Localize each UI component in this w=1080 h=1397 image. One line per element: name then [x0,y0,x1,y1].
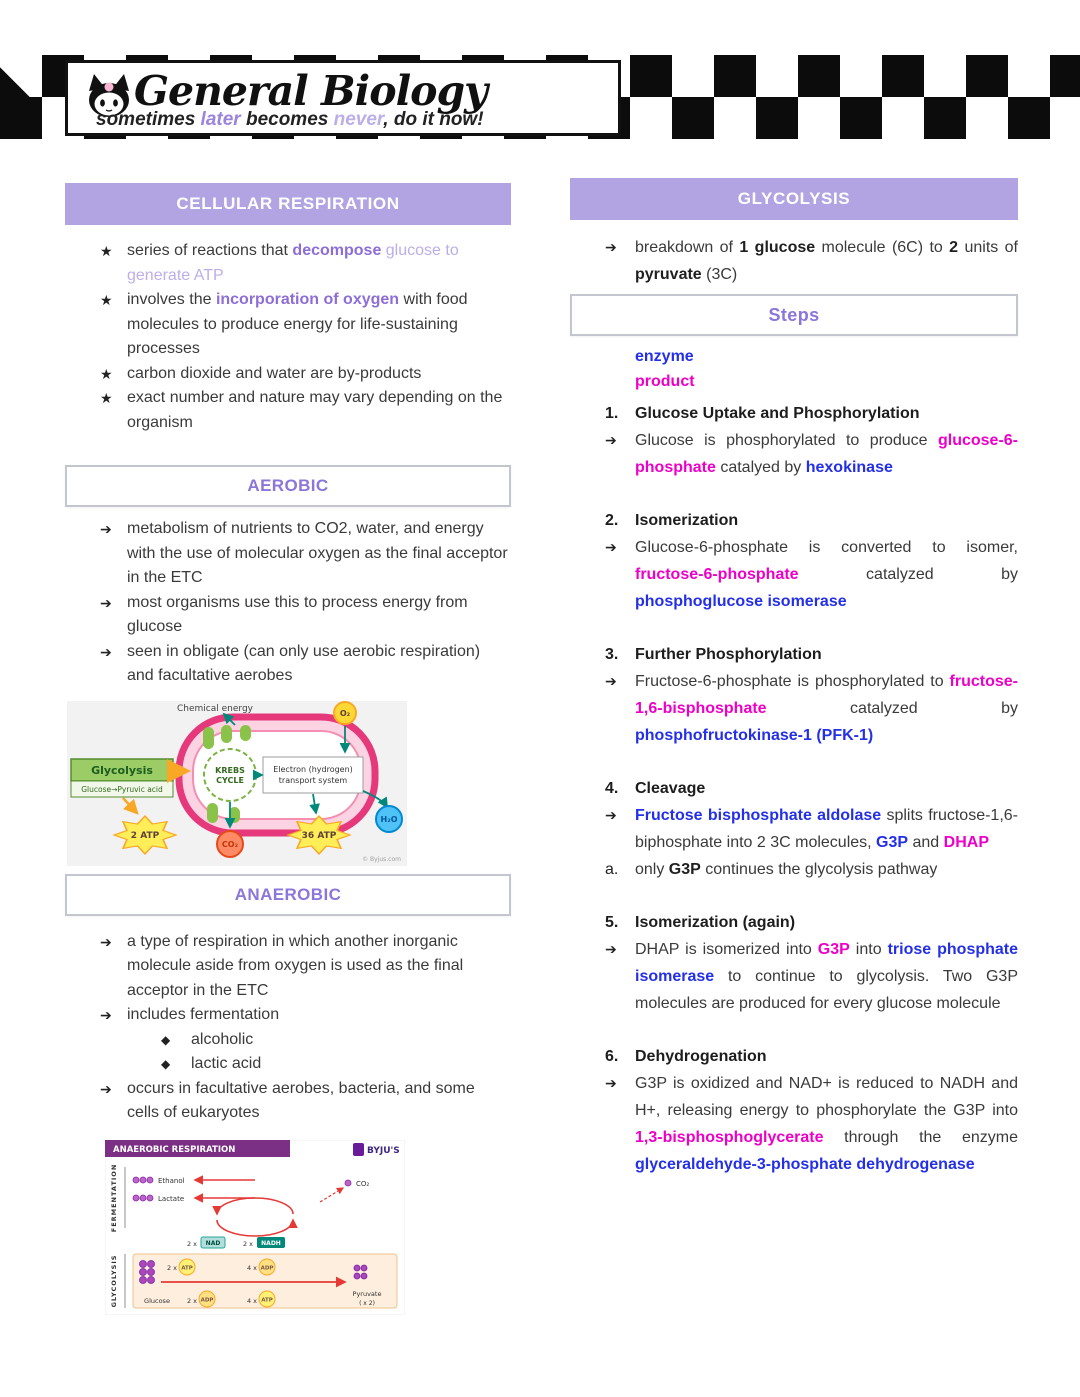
title-box [65,60,621,136]
list-item-text: a type of respiration in which another inorganic molecule aside from oxygen is used as the final acceptor in the ETC [127,932,464,999]
h2o-label: H₂O [380,814,398,824]
step-detail [570,1070,1018,1178]
step-5 [570,909,1018,1017]
arrow-bullet-icon: ➔ [605,673,617,689]
list-item [65,517,511,591]
step-1 [570,400,1018,481]
nadh-label: NADH [261,1239,281,1247]
glycolysis-intro-text: breakdown of 1 glucose molecule (6C) to 2 units of pyruvate (3C) [635,239,1018,283]
arrow-bullet-icon: ➔ [100,1080,112,1097]
steps-title: Steps [768,304,820,325]
legend-product: product [635,373,695,390]
list-item-text: series of reactions that decompose glucose to generate ATP [127,242,459,284]
pyruvate-x2-label: ( x 2) [359,1299,375,1307]
list-item [65,239,511,288]
section-header-anaerobic [65,874,511,916]
arrow-bullet-icon: ➔ [100,521,112,537]
o2-label: O₂ [339,708,351,718]
atp-top-count: 2 x [166,1263,177,1272]
list-item [65,591,511,640]
co2-label: CO₂ [356,1179,370,1188]
byjus-logo-icon [353,1143,364,1156]
color-legend [570,344,1018,394]
list-item [65,362,511,387]
etc-label: Electron (hydrogen) [273,764,353,774]
atp-bottom-label: ATP [261,1297,273,1303]
step-detail-text: Glucose-6-phosphate is converted to isomer, fructose-6-phosphate catalyzed by phosphoglucose isomerase [635,539,1018,610]
arrow-bullet-icon: ➔ [605,941,617,957]
list-item [65,930,511,1004]
list-item [65,1077,511,1126]
step-3 [570,641,1018,749]
adp-bottom-label: ADP [200,1297,214,1303]
step-heading [570,909,1018,936]
aerobic-respiration-diagram [67,701,407,866]
arrow-bullet-icon: ➔ [605,807,617,823]
arrow-bullet-icon: ➔ [605,239,617,255]
sub-list-item-text: alcoholic [191,1030,254,1048]
pyruvate-label: Pyruvate [352,1289,382,1298]
diagram-credit: © Byjus.com [362,855,401,863]
anaerobic-respiration-diagram [105,1140,405,1315]
aerobic-list [65,517,511,689]
atp-bottom-count: 4 x [246,1296,257,1305]
list-item-text: includes fermentation [127,1006,280,1023]
star-bullet-icon: ★ [100,292,113,308]
diamond-bullet-icon: ◆ [161,1057,171,1071]
crista [203,727,214,749]
atp2-label: 2 ATP [130,830,160,841]
list-item-text: carbon dioxide and water are by-products [127,364,422,382]
section-header-aerobic [65,465,511,507]
anaerobic-list [65,930,511,1126]
adp-bottom-count: 2 x [186,1296,197,1305]
arrow-bullet-icon: ➔ [100,594,112,611]
list-item [65,386,511,435]
step-detail-text: DHAP is isomerized into G3P into triose phosphate isomerase to continue to glycolysis. Two G3P molecules are produced for every glucose molecule [635,941,1019,1012]
list-item [65,288,511,362]
legend-enzyme: enzyme [635,348,694,365]
step-2 [570,507,1018,615]
step-heading [570,400,1018,427]
step-title: Glucose Uptake and Phosphorylation [635,405,920,422]
lactate-label: Lactate [158,1194,185,1203]
banner-diamond [0,67,30,126]
arrow-bullet-icon: ➔ [100,933,112,950]
etc-label: transport system [278,775,348,785]
step-title: Further Phosphorylation [635,646,822,663]
arrow-bullet-icon: ➔ [100,643,112,660]
step-number: 1. [605,405,619,422]
crista [207,803,218,823]
section-header-glycolysis: GLYCOLYSIS [570,178,1018,220]
step-6 [570,1043,1018,1178]
byjus-logo-text: BYJU'S [367,1145,400,1156]
ethanol-label: Ethanol [158,1176,185,1185]
page-subtitle: sometimes later becomes never, do it now! [96,109,484,130]
co2-molecule [345,1180,351,1186]
section-header-cellular-respiration: CELLULAR RESPIRATION [65,183,511,225]
glucose-pyruvic-label: Glucose→Pyruvic acid [81,784,163,794]
left-column [65,183,511,1315]
sub-list-item-text: lactic acid [191,1055,262,1072]
chemical-energy-label: Chemical energy [177,703,253,714]
step-detail-text: G3P is oxidized and NAD+ is reduced to NADH and H+, releasing energy to phosphorylate the G3P into 1,3-bisphosphoglycerate through the enzyme glyceraldehyde-3-phosphate dehydrogenase [635,1075,1018,1173]
glycolysis-label: Glycolysis [91,763,153,777]
glucose-label: Glucose [144,1296,170,1305]
star-bullet-icon: ★ [100,390,113,406]
list-item-text: exact number and nature may vary depending on the organism [127,389,503,431]
anaerobic-title: ANAEROBIC [234,884,342,904]
step-number: 5. [605,914,619,931]
adp-top-count: 4 x [246,1263,257,1272]
step-detail-text: Fructose-6-phosphate is phosphorylated to fructose-1,6-bisphosphate catalyzed by phosphofructokinase-1 (PFK-1) [635,673,1018,744]
list-item [65,1003,511,1028]
atp36-label: 36 ATP [301,830,337,841]
step-detail [570,534,1018,615]
glycolysis-side-label: GLYCOLYSIS [110,1254,118,1307]
diamond-bullet-icon: ◆ [161,1032,171,1047]
list-item-text: most organisms use this to process energy from glucose [127,593,468,635]
step-sub-item [570,856,1018,883]
krebs-cycle-circle [204,749,256,801]
crista [240,725,251,741]
section-header-steps [570,294,1018,336]
step-heading [570,775,1018,802]
co2-label: CO₂ [221,839,239,849]
crista [221,725,232,743]
nad-label: NAD [205,1239,221,1247]
step-sub-item-text: only G3P continues the glycolysis pathway [635,861,938,878]
arrow-bullet-icon: ➔ [605,1075,617,1091]
cellular-respiration-list [65,239,511,435]
fermentation-side-label: FERMENTATION [110,1163,118,1232]
aerobic-title: AEROBIC [247,476,329,495]
nad-count: 2 x [186,1239,197,1248]
page-title: General Biology [134,67,487,115]
ethanol-molecules [133,1177,153,1183]
step-detail [570,802,1018,856]
sub-list-item [65,1052,511,1077]
list-item-text: metabolism of nutrients to CO2, water, and energy with the use of molecular oxygen as the final acceptor in the ETC [127,520,508,586]
right-column [570,178,1018,1204]
step-detail [570,427,1018,481]
step-number: 2. [605,512,619,529]
arrow-bullet-icon: ➔ [605,539,617,555]
list-item [65,640,511,689]
arrow-bullet-icon: ➔ [100,1007,112,1023]
list-item-text: occurs in facultative aerobes, bacteria, and some cells of eukaryotes [127,1079,475,1121]
step-title: Isomerization (again) [635,914,796,931]
star-bullet-icon: ★ [100,243,113,259]
step-heading [570,1043,1018,1070]
step-heading [570,641,1018,668]
step-title: Dehydrogenation [635,1048,767,1065]
step-number: 3. [605,646,619,663]
krebs-label: KREBS [215,765,245,775]
sub-item-marker: a. [605,861,619,878]
sub-list-item [65,1028,511,1053]
step-detail-text: Fructose bisphosphate aldolase splits fructose-1,6-biphosphate into 2 3C molecules, G3P and DHAP [635,807,1018,851]
list-item-text: seen in obligate (can only use aerobic respiration) and facultative aerobes [127,642,481,684]
checkerboard-banner [0,55,1080,139]
step-title: Cleavage [635,780,706,797]
step-detail [570,936,1018,1017]
glycolysis-intro [570,234,1018,288]
star-bullet-icon: ★ [100,365,113,382]
list-item-text: involves the incorporation of oxygen with food molecules to produce energy for life-sustaining processes [127,291,468,357]
step-4 [570,775,1018,883]
arrow-bullet-icon: ➔ [605,432,617,448]
atp-top-label: ATP [181,1265,193,1271]
lactate-molecules [133,1195,153,1201]
nadh-count: 2 x [242,1239,253,1248]
diagram-title: ANAEROBIC RESPIRATION [113,1144,236,1155]
step-number: 4. [605,780,619,797]
step-detail-text: Glucose is phosphorylated to produce glucose-6-phosphate catalyed by hexokinase [635,432,1018,476]
step-number: 6. [605,1048,619,1065]
etc-box [263,757,363,793]
krebs-label: CYCLE [216,775,244,785]
adp-top-label: ADP [260,1265,274,1271]
step-title: Isomerization [635,512,739,529]
step-detail [570,668,1018,749]
step-heading [570,507,1018,534]
